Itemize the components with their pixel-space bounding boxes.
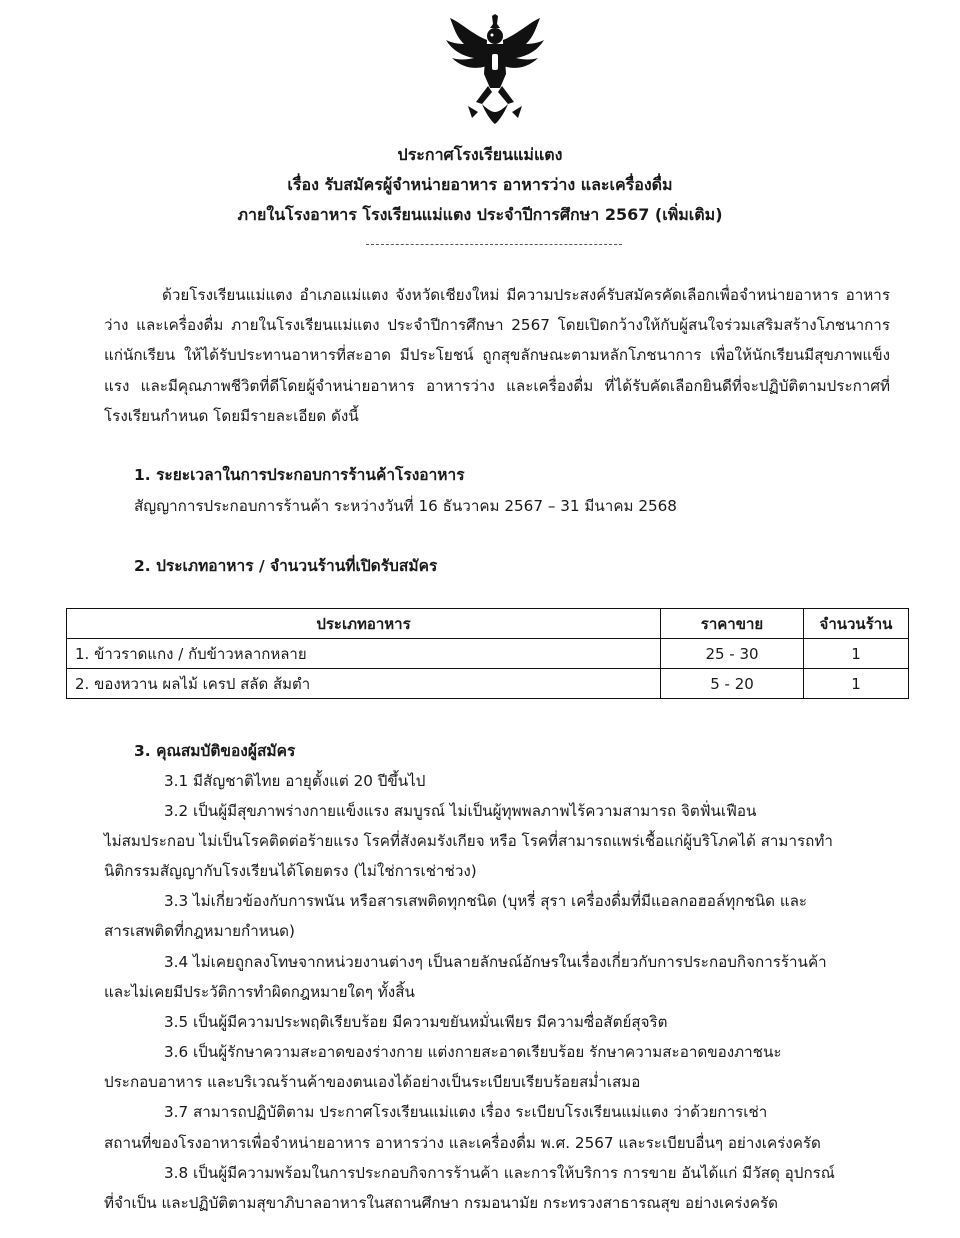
food-type-table xyxy=(66,608,909,699)
table-row xyxy=(67,669,909,699)
cell-shop-count: 1 xyxy=(804,639,909,669)
qualification-3-8-cont: ที่จำเป็น และปฏิบัติตามสุขาภิบาลอาหารในสถานศึกษา กรมอนามัย กระทรวงสาธารณสุข อย่างเคร่งครัด xyxy=(104,1194,779,1212)
dashed-divider xyxy=(366,244,622,245)
qualification-3-4-cont: และไม่เคยมีประวัติการทำผิดกฎหมายใดๆ ทั้งสิ้น xyxy=(104,983,415,1001)
qualification-3-2-cont: ไม่สมประกอบ ไม่เป็นโรคติดต่อร้ายแรง โรคที่สังคมรังเกียจ หรือ โรคที่สามารถแพร่เชื้อแก่ผู้บริโภคได้ สามารถทำ xyxy=(104,832,833,850)
table-row xyxy=(67,639,909,669)
col-header-price: ราคาขาย xyxy=(661,609,804,639)
qualification-3-8: 3.8 เป็นผู้มีความพร้อมในการประกอบกิจการร้านค้า และการให้บริการ การขาย อันได้แก่ มีวัสดุ อุปกรณ์ xyxy=(164,1164,835,1182)
cell-price: 5 - 20 xyxy=(661,669,804,699)
section-1-title: 1. ระยะเวลาในการประกอบการร้านค้าโรงอาหาร xyxy=(134,466,465,484)
qualification-3-2-cont2: นิติกรรมสัญญากับโรงเรียนได้โดยตรง (ไม่ใช่การเช่าช่วง) xyxy=(104,862,477,880)
cell-price: 25 - 30 xyxy=(661,639,804,669)
cell-shop-count: 1 xyxy=(804,669,909,699)
qualification-3-4: 3.4 ไม่เคยถูกลงโทษจากหน่วยงานต่างๆ เป็นลายลักษณ์อักษรในเรื่องเกี่ยวกับการประกอบกิจการร้านค้า xyxy=(164,953,827,971)
intro-paragraph: ด้วยโรงเรียนแม่แตง อำเภอแม่แตง จังหวัดเชียงใหม่ มีความประสงค์รับสมัครคัดเลือกเพื่อจำหน่ายอาหาร อาหารว่าง และเครื่องดื่ม ภายในโรงเรียนแม่แตง ประจำปีการศึกษา 2567 โดยเปิดกว้างให้กับผู้สนใจร่วมเสริมสร้างโภชนาการแก่นักเรียน ให้ได้รับประทานอาหารที่สะอาด มีประโยชน์ ถูกสุขลักษณะตามหลักโภชนาการ เพื่อให้นักเรียนมีสุขภาพแข็งแรง และมีคุณภาพชีวิตที่ดีโดยผู้จำหน่ายอาหาร อาหารว่าง และเครื่องดื่ม ที่ได้รับคัดเลือกยินดีที่จะปฏิบัติตามประกาศที่โรงเรียนกำหนด โดยมีรายละเอียด ดังนี้ xyxy=(104,286,890,425)
announcement-subject: เรื่อง รับสมัครผู้จำหน่ายอาหาร อาหารว่าง และเครื่องดื่ม xyxy=(287,175,673,194)
qualification-3-7-cont: สถานที่ของโรงอาหารเพื่อจำหน่ายอาหาร อาหารว่าง และเครื่องดื่ม พ.ศ. 2567 และระเบียบอื่นๆ อย่างเคร่งครัด xyxy=(104,1134,821,1152)
qualification-3-6-cont: ประกอบอาหาร และบริเวณร้านค้าของตนเองได้อย่างเป็นระเบียบเรียบร้อยสม่ำเสมอ xyxy=(104,1073,641,1091)
cell-food-type: 2. ของหวาน ผลไม้ เครป สลัด ส้มตำ xyxy=(67,669,661,699)
garuda-emblem-icon xyxy=(442,14,548,124)
col-header-shop-count: จำนวนร้าน xyxy=(804,609,909,639)
qualification-3-1: 3.1 มีสัญชาติไทย อายุตั้งแต่ 20 ปีขึ้นไป xyxy=(164,772,426,790)
section-2-title: 2. ประเภทอาหาร / จำนวนร้านที่เปิดรับสมัคร xyxy=(134,557,438,575)
qualification-3-2: 3.2 เป็นผู้มีสุขภาพร่างกายแข็งแรง สมบูรณ์ ไม่เป็นผู้ทุพพลภาพไร้ความสามารถ จิตฟั่นเฟือน xyxy=(164,802,757,820)
section-3-title: 3. คุณสมบัติของผู้สมัคร xyxy=(134,742,296,760)
table-header-row xyxy=(67,609,909,639)
announcement-subject-line2: ภายในโรงอาหาร โรงเรียนแม่แตง ประจำปีการศึกษา 2567 (เพิ่มเติม) xyxy=(237,205,723,224)
qualification-3-6: 3.6 เป็นผู้รักษาความสะอาดของร่างกาย แต่งกายสะอาดเรียบร้อย รักษาความสะอาดของภาชนะ xyxy=(164,1043,782,1061)
cell-food-type: 1. ข้าวราดแกง / กับข้าวหลากหลาย xyxy=(67,639,661,669)
section-1-text: สัญญาการประกอบการร้านค้า ระหว่างวันที่ 16 ธันวาคม 2567 – 31 มีนาคม 2568 xyxy=(134,497,677,515)
qualification-3-5: 3.5 เป็นผู้มีความประพฤติเรียบร้อย มีความขยันหมั่นเพียร มีความซื่อสัตย์สุจริต xyxy=(164,1013,668,1031)
qualification-3-7: 3.7 สามารถปฏิบัติตาม ประกาศโรงเรียนแม่แตง เรื่อง ระเบียบโรงเรียนแม่แตง ว่าด้วยการเช่า xyxy=(164,1103,768,1121)
col-header-food-type: ประเภทอาหาร xyxy=(67,609,661,639)
qualification-3-3-cont: สารเสพติดที่กฎหมายกำหนด) xyxy=(104,922,295,940)
announcement-title: ประกาศโรงเรียนแม่แตง xyxy=(397,145,563,164)
qualification-3-3: 3.3 ไม่เกี่ยวข้องกับการพนัน หรือสารเสพติดทุกชนิด (บุหรี่ สุรา เครื่องดื่มที่มีแอลกอฮอล์ทุกชนิด และ xyxy=(164,892,808,910)
